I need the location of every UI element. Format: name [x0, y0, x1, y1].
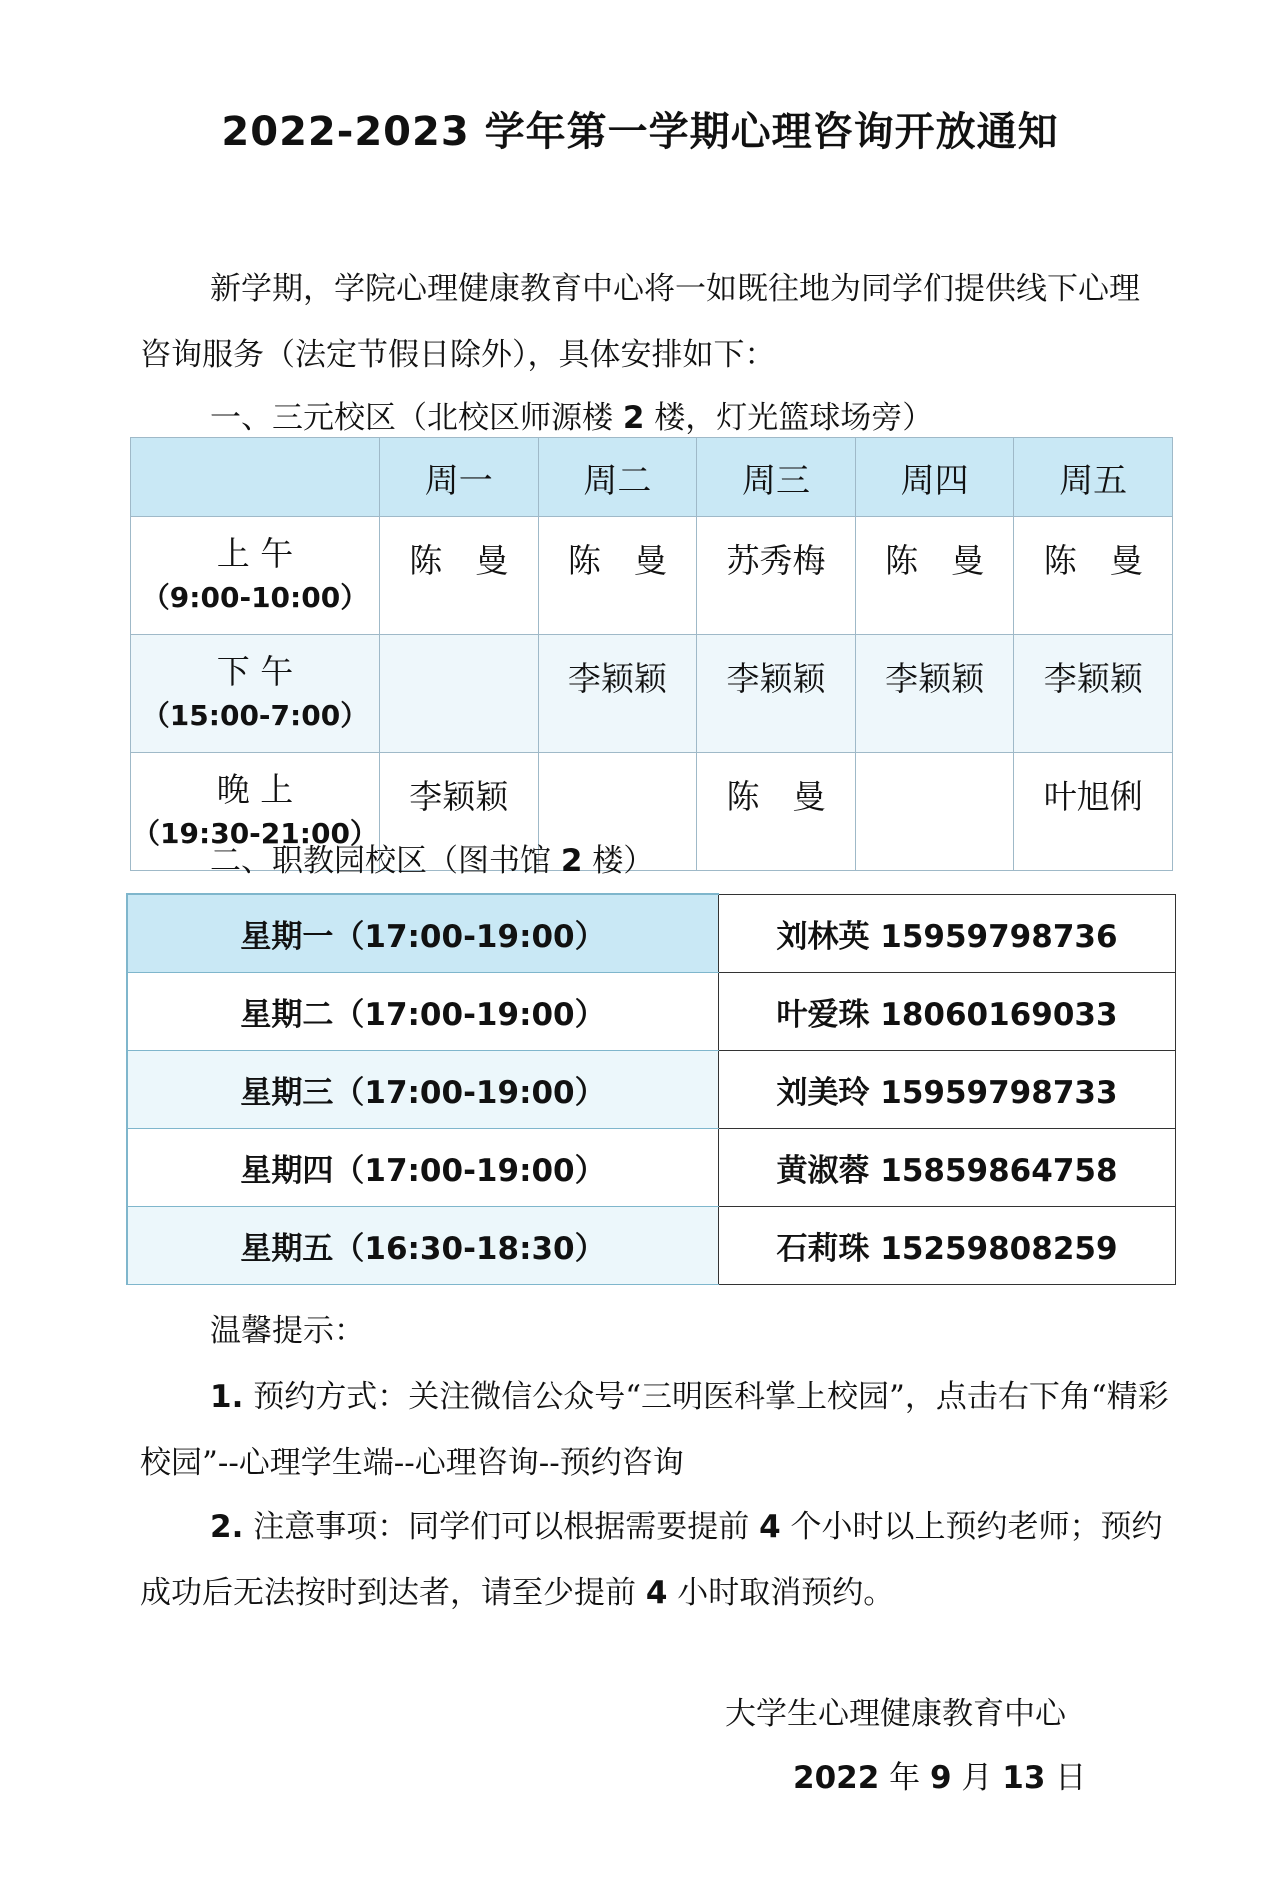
time-slot-cell — [131, 517, 380, 635]
counselor-contact-cell: 刘林英 15959798736 — [719, 894, 1176, 973]
section2-heading-num: 2 — [560, 843, 583, 879]
tip2-hours-1: 4 — [759, 1509, 781, 1545]
slot-label: 上 午 — [216, 533, 294, 573]
corner-cell — [131, 438, 380, 517]
counselor-contact-cell: 石莉珠 15259808259 — [719, 1207, 1176, 1285]
table-header-row — [131, 438, 1173, 517]
tip2-text-b: 个小时以上预约老师；预约成功后无法按时到达者，请至少提前 — [140, 1509, 1163, 1611]
section2-heading-b: 楼） — [582, 843, 655, 879]
date-month-label: 月 — [951, 1760, 1003, 1796]
counselor-cell — [380, 635, 539, 753]
counselor-cell: 苏秀梅 — [697, 517, 856, 635]
counselor-cell: 陈 曼 — [697, 753, 856, 871]
section2-heading — [210, 835, 654, 880]
counselor-cell: 李颖颖 — [538, 635, 697, 753]
date-day-label: 日 — [1045, 1760, 1087, 1796]
counselor-cell: 陈 曼 — [855, 517, 1014, 635]
day-time-cell: 星期一（17:00-19:00） — [127, 894, 719, 973]
tip1-text: 预约方式：关注微信公众号“三明医科掌上校园”，点击右下角“精彩校园”--心理学生端--心理咨询--预约咨询 — [140, 1379, 1169, 1481]
signature-organization: 大学生心理健康教育中心 — [725, 1696, 1066, 1732]
section1-heading-num: 2 — [622, 400, 645, 436]
slot-time: （9:00-10:00） — [141, 580, 369, 614]
date-month: 9 — [930, 1760, 952, 1796]
day-time-cell: 星期三（17:00-19:00） — [127, 1051, 719, 1129]
day-time-cell: 星期二（17:00-19:00） — [127, 973, 719, 1051]
tip-notes — [140, 1494, 1170, 1626]
slot-label: 晚 上 — [216, 769, 294, 809]
tips-heading: 温馨提示： — [210, 1313, 365, 1349]
table-row — [127, 1051, 1176, 1129]
counselor-cell — [855, 753, 1014, 871]
sanyuan-schedule-table — [130, 437, 1173, 871]
counselor-cell: 陈 曼 — [380, 517, 539, 635]
counselor-cell: 叶旭俐 — [1014, 753, 1173, 871]
counselor-cell: 陈 曼 — [1014, 517, 1173, 635]
slot-time: （19:30-21:00） — [132, 816, 378, 850]
day-time-cell: 星期四（17:00-19:00） — [127, 1129, 719, 1207]
table-row — [127, 973, 1176, 1051]
table-row — [127, 894, 1176, 973]
day-header: 周四 — [855, 438, 1014, 517]
date-day: 13 — [1002, 1760, 1046, 1796]
tip2-text-a: 注意事项：同学们可以根据需要提前 — [243, 1509, 760, 1545]
tip2-number: 2. — [210, 1509, 244, 1545]
counselor-cell: 李颖颖 — [1014, 635, 1173, 753]
counselor-cell: 李颖颖 — [380, 753, 539, 871]
tip2-text-c: 小时取消预约。 — [667, 1575, 895, 1611]
section1-heading-b: 楼，灯光篮球场旁） — [644, 400, 934, 436]
table-row — [127, 1129, 1176, 1207]
signature-date — [793, 1752, 1086, 1797]
counselor-contact-cell: 叶爱珠 18060169033 — [719, 973, 1176, 1051]
tip2-hours-2: 4 — [645, 1575, 668, 1611]
page-title: 2022-2023 学年第一学期心理咨询开放通知 — [221, 109, 1059, 155]
day-header: 周一 — [380, 438, 539, 517]
day-header: 周五 — [1014, 438, 1173, 517]
slot-label: 下 午 — [216, 651, 294, 691]
counselor-cell: 李颖颖 — [697, 635, 856, 753]
counselor-cell: 李颖颖 — [855, 635, 1014, 753]
table-row — [131, 517, 1173, 635]
intro-paragraph: 新学期，学院心理健康教育中心将一如既往地为同学们提供线下心理咨询服务（法定节假日除外），具体安排如下： — [140, 271, 1140, 373]
time-slot-cell — [131, 635, 380, 753]
date-year-label: 年 — [879, 1760, 930, 1796]
section2-heading-a: 二、职教园校区（图书馆 — [210, 843, 561, 879]
day-header: 周二 — [538, 438, 697, 517]
counselor-contact-cell: 刘美玲 15959798733 — [719, 1051, 1176, 1129]
counselor-cell: 陈 曼 — [538, 517, 697, 635]
table-row — [127, 1207, 1176, 1285]
date-year: 2022 — [793, 1760, 880, 1796]
tip1-number: 1. — [210, 1379, 244, 1415]
table-row — [131, 635, 1173, 753]
day-time-cell: 星期五（16:30-18:30） — [127, 1207, 719, 1285]
slot-time: （15:00-7:00） — [141, 698, 369, 732]
tip-booking — [140, 1364, 1170, 1496]
section1-heading — [210, 392, 933, 437]
day-header: 周三 — [697, 438, 856, 517]
section1-heading-a: 一、三元校区（北校区师源楼 — [210, 400, 623, 436]
counselor-contact-cell: 黄淑蓉 15859864758 — [719, 1129, 1176, 1207]
zhijiaoyuan-schedule-table — [126, 893, 1176, 1285]
